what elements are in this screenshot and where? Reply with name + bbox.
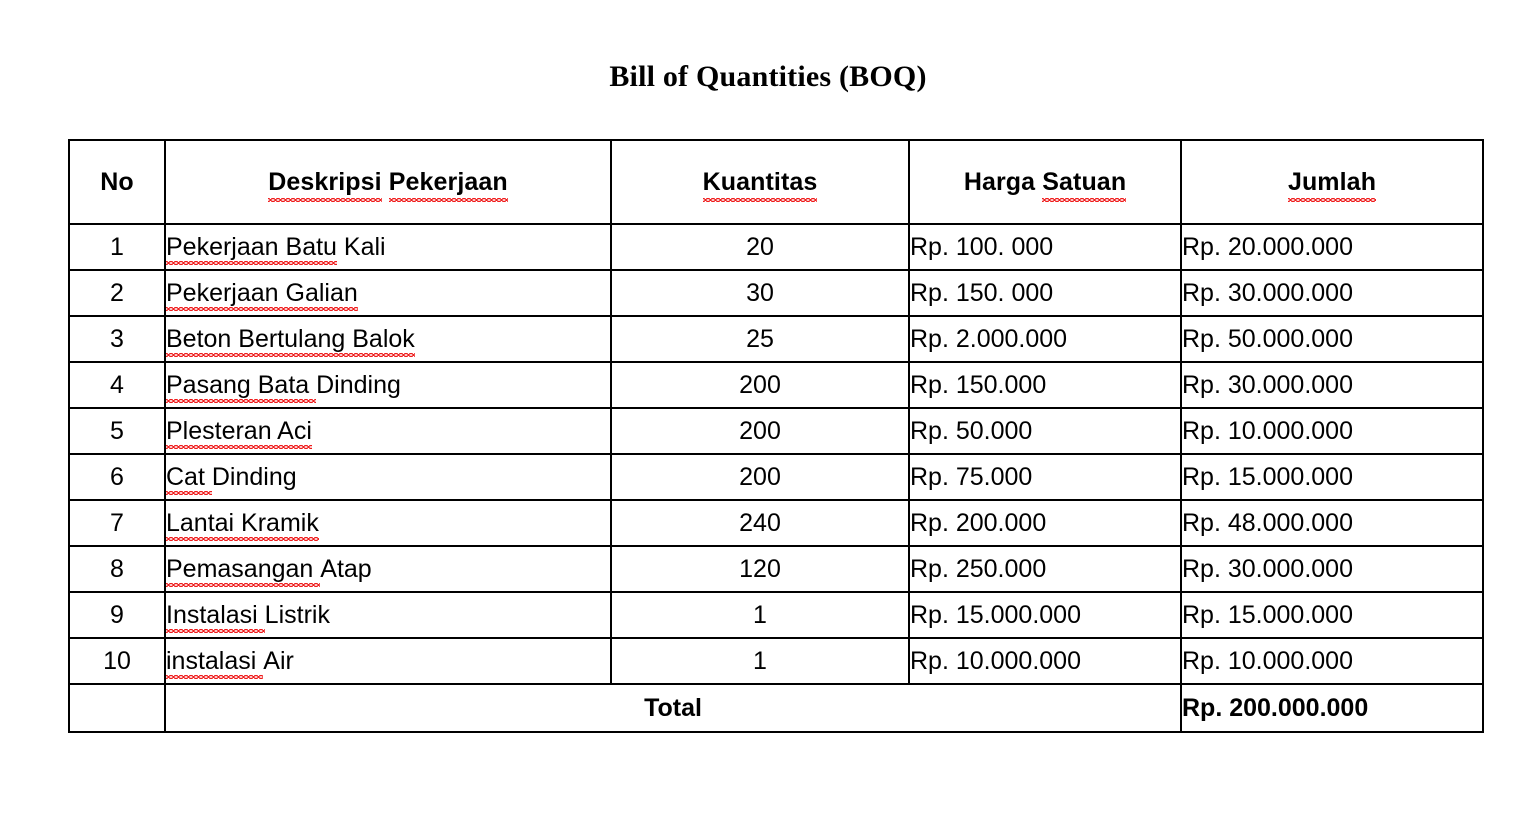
column-header-amount-label: Jumlah (1287, 167, 1377, 196)
row-number-cell: 3 (69, 316, 165, 362)
misspelled-text: instalasi (166, 646, 264, 675)
table-row (69, 592, 1483, 638)
row-number-cell: 10 (69, 638, 165, 684)
row-description-cell (165, 638, 611, 684)
row-description-cell (165, 270, 611, 316)
table-row (69, 408, 1483, 454)
row-amount-cell: Rp. 15.000.000 (1181, 454, 1483, 500)
row-number-cell: 9 (69, 592, 165, 638)
misspelled-text: Pemasangan (166, 554, 321, 583)
row-quantity-cell: 25 (611, 316, 909, 362)
column-header-amount (1181, 140, 1483, 224)
table-header-row (69, 140, 1483, 224)
row-quantity-cell: 1 (611, 592, 909, 638)
misspelled-text: Pekerjaan Batu (166, 232, 337, 261)
row-amount-cell: Rp. 10.000.000 (1181, 638, 1483, 684)
row-description-cell (165, 408, 611, 454)
column-header-no-label: No (100, 167, 134, 196)
column-header-quantity-label: Kuantitas (702, 167, 818, 196)
row-description-cell (165, 454, 611, 500)
row-unit-price-cell: Rp. 100. 000 (909, 224, 1181, 270)
row-unit-price-cell: Rp. 150. 000 (909, 270, 1181, 316)
row-number-cell: 2 (69, 270, 165, 316)
table-row (69, 270, 1483, 316)
plain-text: Dinding (211, 462, 297, 491)
column-header-quantity (611, 140, 909, 224)
row-quantity-cell: 200 (611, 362, 909, 408)
table-row (69, 638, 1483, 684)
misspelled-text: Pekerjaan Galian (166, 278, 358, 307)
column-header-description-label-part1: Deskripsi (268, 167, 382, 196)
table-body (69, 224, 1483, 684)
row-number-cell: 5 (69, 408, 165, 454)
plain-text: Kali (336, 232, 386, 261)
total-label-cell: Total (165, 684, 1181, 732)
row-number-cell: 1 (69, 224, 165, 270)
misspelled-text: Lantai Kramik (166, 508, 319, 537)
misspelled-text: Cat (166, 462, 212, 491)
row-unit-price-cell: Rp. 150.000 (909, 362, 1181, 408)
row-amount-cell: Rp. 50.000.000 (1181, 316, 1483, 362)
row-unit-price-cell: Rp. 50.000 (909, 408, 1181, 454)
table-row (69, 224, 1483, 270)
row-description-cell (165, 316, 611, 362)
row-quantity-cell: 20 (611, 224, 909, 270)
column-header-unit-price (909, 140, 1181, 224)
column-header-no (69, 140, 165, 224)
row-number-cell: 6 (69, 454, 165, 500)
misspelled-text: Pasang Bata (166, 370, 317, 399)
row-quantity-cell: 30 (611, 270, 909, 316)
row-amount-cell: Rp. 30.000.000 (1181, 546, 1483, 592)
total-row (69, 684, 1483, 732)
row-quantity-cell: 200 (611, 408, 909, 454)
row-unit-price-cell: Rp. 10.000.000 (909, 638, 1181, 684)
misspelled-text: Plesteran Aci (166, 416, 312, 445)
row-unit-price-cell: Rp. 75.000 (909, 454, 1181, 500)
row-amount-cell: Rp. 15.000.000 (1181, 592, 1483, 638)
table-row (69, 316, 1483, 362)
plain-text: Atap (320, 554, 372, 583)
row-number-cell: 7 (69, 500, 165, 546)
plain-text: Listrik (264, 600, 330, 629)
row-amount-cell: Rp. 30.000.000 (1181, 270, 1483, 316)
row-quantity-cell: 240 (611, 500, 909, 546)
table-header (69, 140, 1483, 224)
plain-text: Air (263, 646, 294, 675)
row-amount-cell: Rp. 30.000.000 (1181, 362, 1483, 408)
column-header-unit-price-label-part1: Harga (963, 167, 1043, 196)
row-number-cell: 8 (69, 546, 165, 592)
page-title: Bill of Quantities (BOQ) (609, 60, 927, 93)
boq-table (68, 139, 1484, 733)
row-quantity-cell: 120 (611, 546, 909, 592)
table-row (69, 546, 1483, 592)
total-no-cell (69, 684, 165, 732)
misspelled-text: Beton Bertulang Balok (166, 324, 415, 353)
row-unit-price-cell: Rp. 250.000 (909, 546, 1181, 592)
table-footer (69, 684, 1483, 732)
row-quantity-cell: 1 (611, 638, 909, 684)
row-description-cell (165, 362, 611, 408)
table-row (69, 500, 1483, 546)
row-quantity-cell: 200 (611, 454, 909, 500)
row-description-cell (165, 224, 611, 270)
total-value-cell: Rp. 200.000.000 (1181, 684, 1483, 732)
table-row (69, 362, 1483, 408)
row-description-cell (165, 500, 611, 546)
column-header-description-label-part2: Pekerjaan (388, 167, 508, 196)
row-description-cell (165, 592, 611, 638)
row-unit-price-cell: Rp. 200.000 (909, 500, 1181, 546)
row-unit-price-cell: Rp. 2.000.000 (909, 316, 1181, 362)
plain-text: Dinding (316, 370, 401, 399)
row-number-cell: 4 (69, 362, 165, 408)
misspelled-text: Instalasi (166, 600, 265, 629)
row-amount-cell: Rp. 20.000.000 (1181, 224, 1483, 270)
row-amount-cell: Rp. 10.000.000 (1181, 408, 1483, 454)
column-header-description (165, 140, 611, 224)
column-header-unit-price-label-part2: Satuan (1042, 167, 1127, 196)
row-description-cell (165, 546, 611, 592)
table-row (69, 454, 1483, 500)
row-amount-cell: Rp. 48.000.000 (1181, 500, 1483, 546)
row-unit-price-cell: Rp. 15.000.000 (909, 592, 1181, 638)
